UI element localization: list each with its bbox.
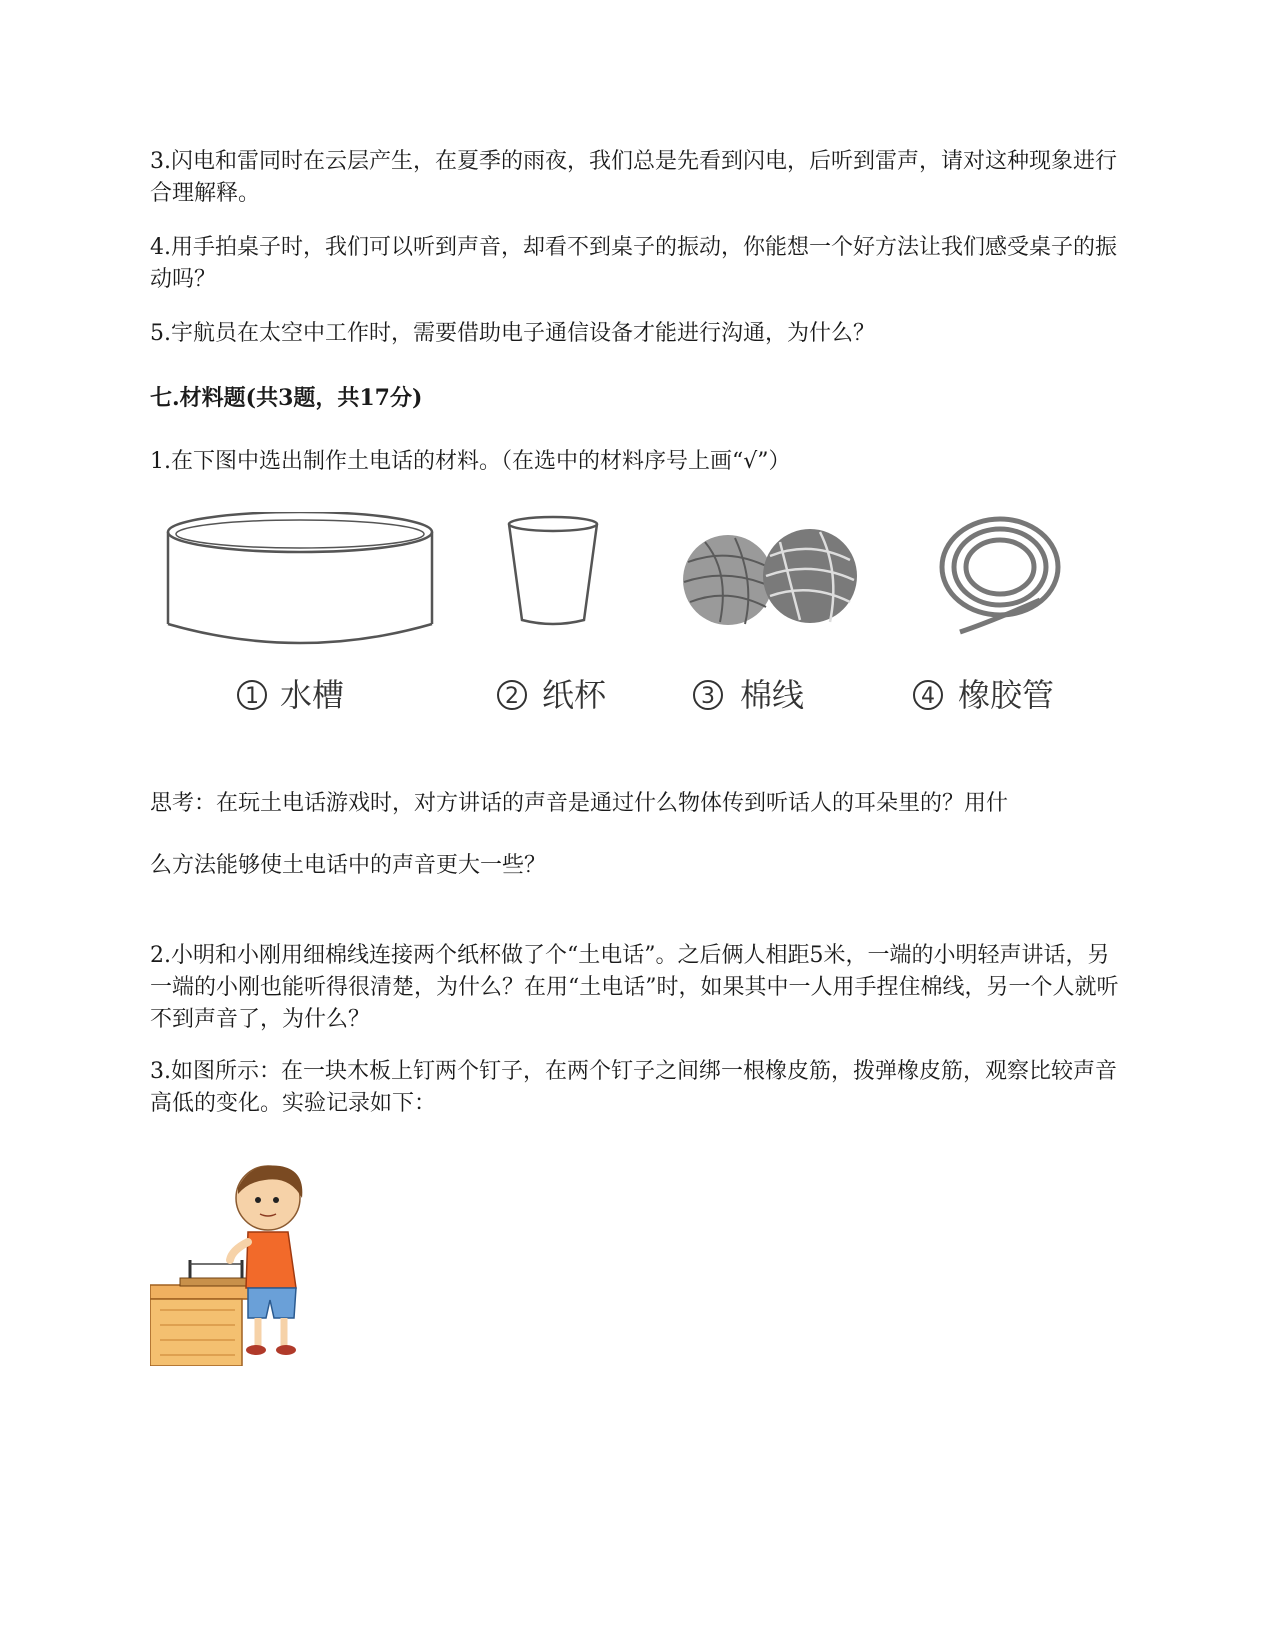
material-item-4 <box>914 676 1054 714</box>
material-question-3: 3.如图所示：在一块木板上钉两个钉子，在两个钉子之间绑一根橡皮筋，拨弹橡皮筋，观察比较声音高低的变化。实验记录如下： <box>150 1059 1117 1116</box>
material-item-2-num: 2 <box>505 684 519 709</box>
think-question-line-1: 思考：在玩土电话游戏时，对方讲话的声音是通过什么物体传到听话人的耳朵里的？用什 <box>150 791 1009 816</box>
material-item-3 <box>694 676 804 714</box>
question-5: 5.宇航员在太空中工作时，需要借助电子通信设备才能进行沟通，为什么？ <box>150 321 875 346</box>
think-question-line-2: 么方法能够使土电话中的声音更大一些？ <box>150 853 547 878</box>
cotton-thread-icon <box>683 529 857 625</box>
material-item-2-label: 纸杯 <box>542 676 607 714</box>
rubber-band-board-icon <box>180 1260 250 1286</box>
materials-figure <box>160 512 1120 742</box>
material-item-4-num: 4 <box>921 684 935 709</box>
material-item-4-label: 橡胶管 <box>958 676 1055 714</box>
material-question-2: 2.小明和小刚用细棉线连接两个纸杯做了个“土电话”。之后俩人相距5米，一端的小明轻声讲话，另一端的小刚也能听得很清楚，为什么？在用“土电话”时，如果其中一人用手捏住棉线，另一个人就听不到声音了，为什么？ <box>150 943 1119 1032</box>
material-item-1 <box>238 676 344 714</box>
paper-cup-icon <box>509 517 597 624</box>
table-icon <box>150 1285 250 1366</box>
material-item-3-label: 棉线 <box>740 676 805 714</box>
rubber-tube-icon <box>942 519 1058 632</box>
material-item-3-num: 3 <box>701 684 715 709</box>
sink-icon <box>168 512 432 643</box>
experiment-illustration <box>150 1160 310 1366</box>
material-item-2 <box>498 676 607 714</box>
material-question-1-prompt: 1.在下图中选出制作土电话的材料。（在选中的材料序号上画“√”） <box>150 449 791 474</box>
material-item-1-label: 水槽 <box>280 676 345 714</box>
question-4: 4.用手拍桌子时，我们可以听到声音，却看不到桌子的振动，你能想一个好方法让我们感受桌子的振动吗？ <box>150 235 1117 292</box>
material-item-1-num: 1 <box>245 684 259 709</box>
section-heading: 七.材料题(共3题，共17分) <box>150 385 423 411</box>
question-3: 3.闪电和雷同时在云层产生，在夏季的雨夜，我们总是先看到闪电，后听到雷声，请对这种现象进行合理解释。 <box>150 149 1117 206</box>
